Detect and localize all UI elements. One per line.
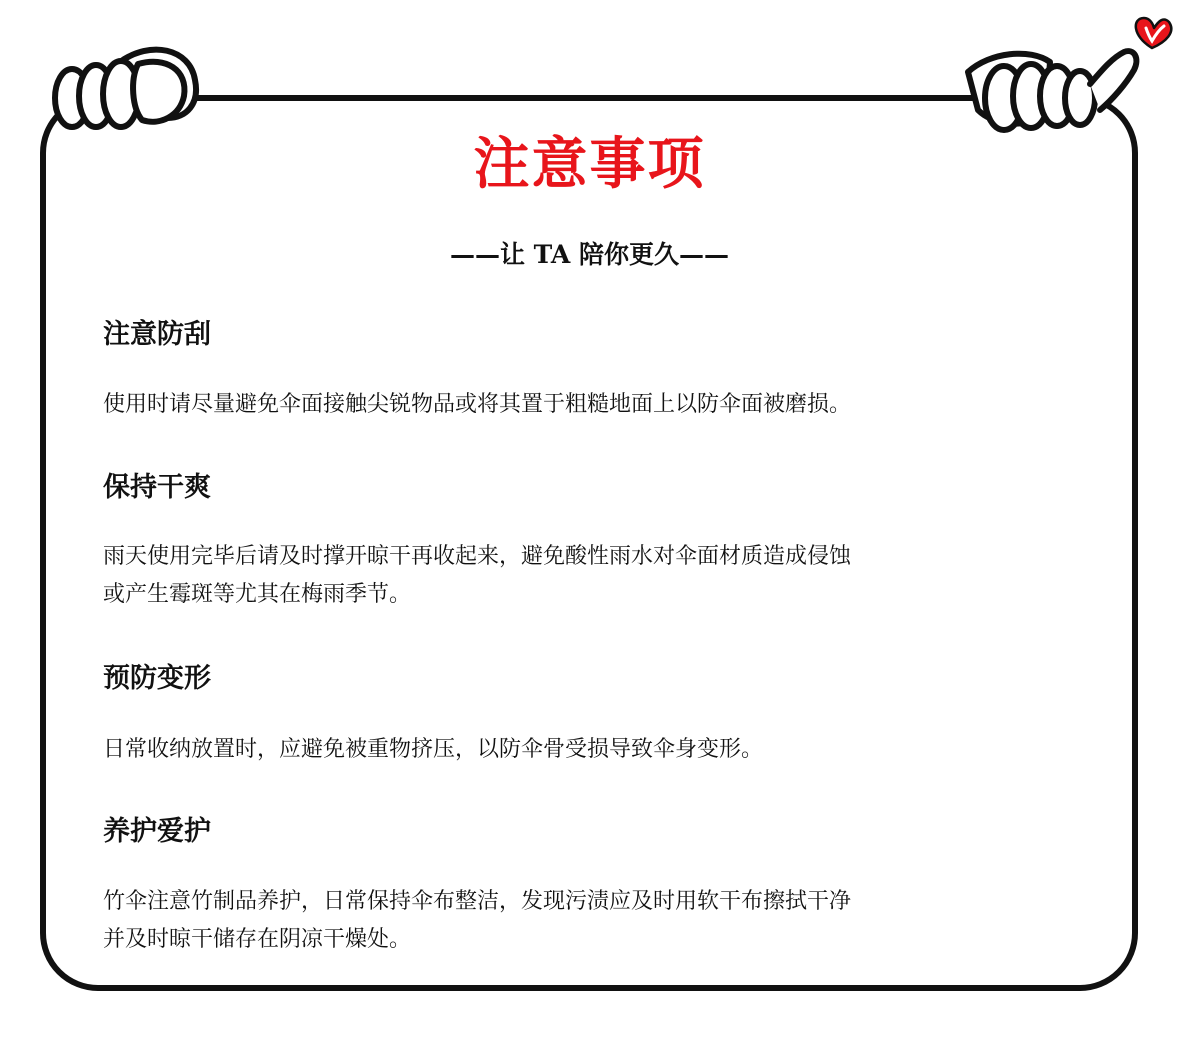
section-heading-scratch: 注意防刮 xyxy=(103,319,211,350)
left-hand-icon xyxy=(55,50,196,127)
section-body-dry-line1: 雨天使用完毕后请及时撑开晾干再收起来，避免酸性雨水对伞面材质造成侵蚀 xyxy=(103,544,852,569)
page-title: 注意事项 xyxy=(473,131,706,197)
section-heading-deform: 预防变形 xyxy=(103,663,211,694)
page-subtitle: ——让 TA 陪你更久—— xyxy=(449,240,730,269)
section-body-scratch: 使用时请尽量避免伞面接触尖锐物品或将其置于粗糙地面上以防伞面被磨损。 xyxy=(103,392,852,417)
section-body-deform: 日常收纳放置时，应避免被重物挤压，以防伞骨受损导致伞身变形。 xyxy=(103,737,764,762)
section-body-care-line2: 并及时晾干储存在阴凉干燥处。 xyxy=(103,927,412,952)
section-heading-care: 养护爱护 xyxy=(103,816,211,847)
heart-icon xyxy=(1136,18,1171,48)
section-body-care-line1: 竹伞注意竹制品养护，日常保持伞布整洁，发现污渍应及时用软干布擦拭干净 xyxy=(103,889,852,914)
section-body-dry-line2: 或产生霉斑等尤其在梅雨季节。 xyxy=(103,582,412,607)
section-heading-dry: 保持干爽 xyxy=(103,472,211,503)
right-hand-icon xyxy=(968,51,1136,130)
section-body-dry xyxy=(103,538,1003,614)
section-body-care xyxy=(103,883,1003,959)
